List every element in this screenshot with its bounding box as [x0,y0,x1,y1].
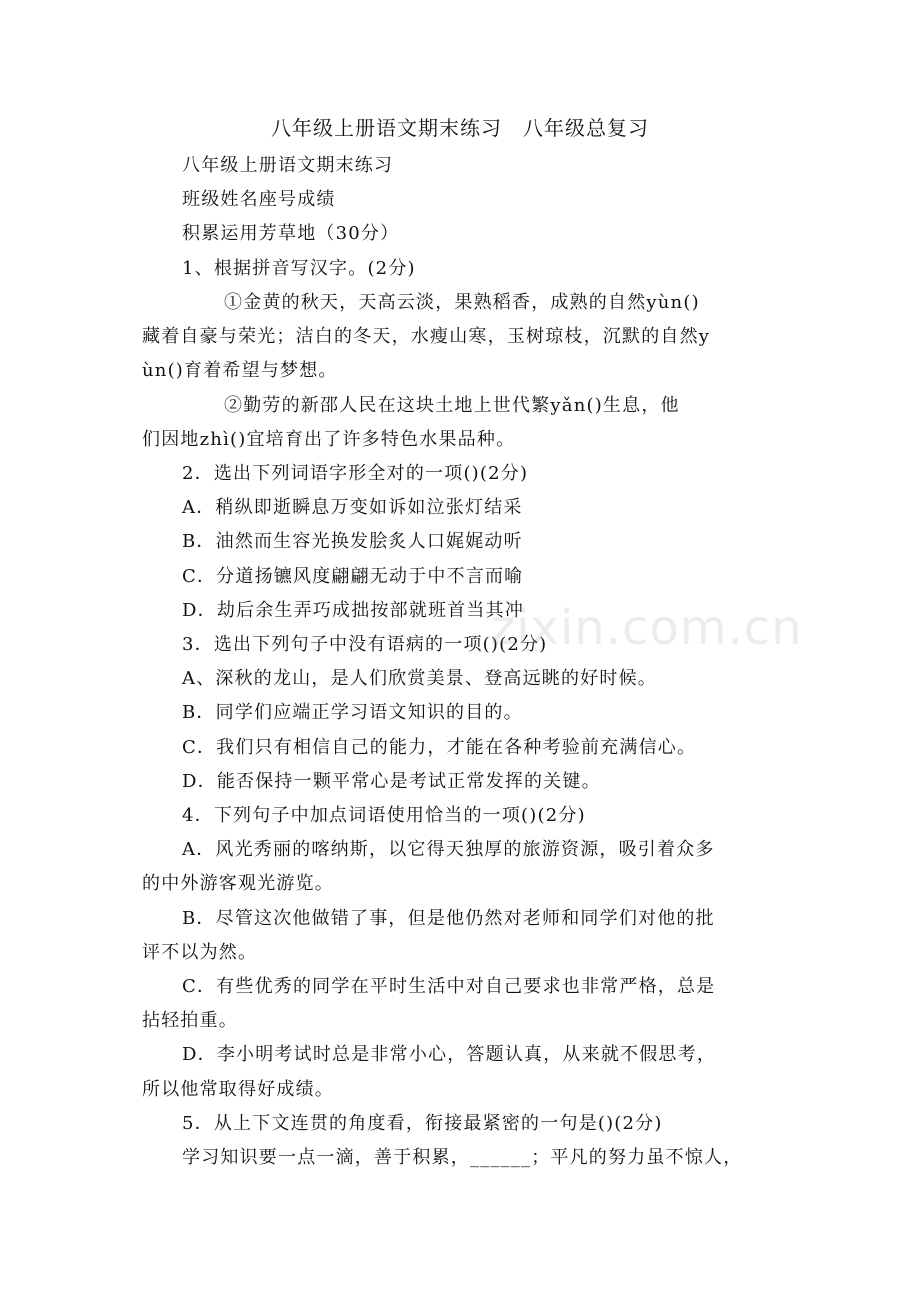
question-4-option-c: C．有些优秀的同学在平时生活中对自己要求也非常严格，总是 [182,976,716,997]
question-3-option-c: C．我们只有相信自己的能力，才能在各种考验前充满信心。 [182,737,697,758]
question-4-option-d: 所以他常取得好成绩。 [142,1079,334,1100]
question-4-option-a: A．风光秀丽的喀纳斯，以它得天独厚的旅游资源，吸引着众多 [182,839,715,860]
question-4-option-b: B．尽管这次他做错了事，但是他仍然对老师和同学们对他的批 [182,908,715,929]
question-1-text: ②勤劳的新邵人民在这块土地上世代繁yǎn()生息，他 [224,395,680,416]
question-4-option-a: 的中外游客观光游览。 [142,873,334,894]
question-2-option-b: B．油然而生容光换发脍炙人口娓娓动听 [182,531,523,552]
question-1-text: ùn()育着希望与梦想。 [142,360,338,381]
question-3-option-a: A、深秋的龙山，是人们欣赏美景、登高远眺的好时候。 [182,668,657,689]
question-3-option-d: D．能否保持一颗平常心是考试正常发挥的关键。 [182,771,601,792]
question-4-option-c: 拈轻拍重。 [142,1010,238,1031]
question-3-option-b: B．同学们应端正学习语文知识的目的。 [182,702,523,723]
question-5-heading: 5．从上下文连贯的角度看，衔接最紧密的一句是()(2分) [182,1113,663,1134]
question-1-text: ①金黄的秋天，天高云淡，果熟稻香，成熟的自然yùn() [224,292,700,313]
question-2-option-d: D．劫后余生弄巧成拙按部就班首当其冲 [182,600,525,621]
student-info-line: 班级姓名座号成绩 [182,189,336,210]
section-heading: 积累运用芳草地（30分） [182,223,400,244]
question-2-heading: 2．选出下列词语字形全对的一项()(2分) [182,463,529,484]
question-5-text: 学习知识要一点一滴，善于积累，______；平凡的努力虽不惊人， [182,1147,743,1168]
question-1-text: 藏着自豪与荣光；洁白的冬天，水瘦山寒，玉树琼枝，沉默的自然y [142,326,711,347]
question-4-heading: 4．下列句子中加点词语使用恰当的一项()(2分) [182,805,586,826]
question-2-option-c: C．分道扬镳风度翩翩无动于中不言而喻 [182,566,524,587]
question-4-option-d: D．李小明考试时总是非常小心，答题认真，从来就不假思考， [182,1044,717,1065]
watermark: zixin.com.cn [490,600,803,656]
document-title: 八年级上册语文期末练习 八年级总复习 [271,116,649,140]
question-1-heading: 1、根据拼音写汉字。(2分) [182,258,416,279]
question-4-option-b: 评不以为然。 [142,942,258,963]
question-1-text: 们因地zhì()宜培育出了许多特色水果品种。 [142,429,516,450]
question-3-heading: 3．选出下列句子中没有语病的一项()(2分) [182,634,548,655]
subtitle-line: 八年级上册语文期末练习 [182,155,394,176]
question-2-option-a: A．稍纵即逝瞬息万变如诉如泣张灯结采 [182,497,523,518]
